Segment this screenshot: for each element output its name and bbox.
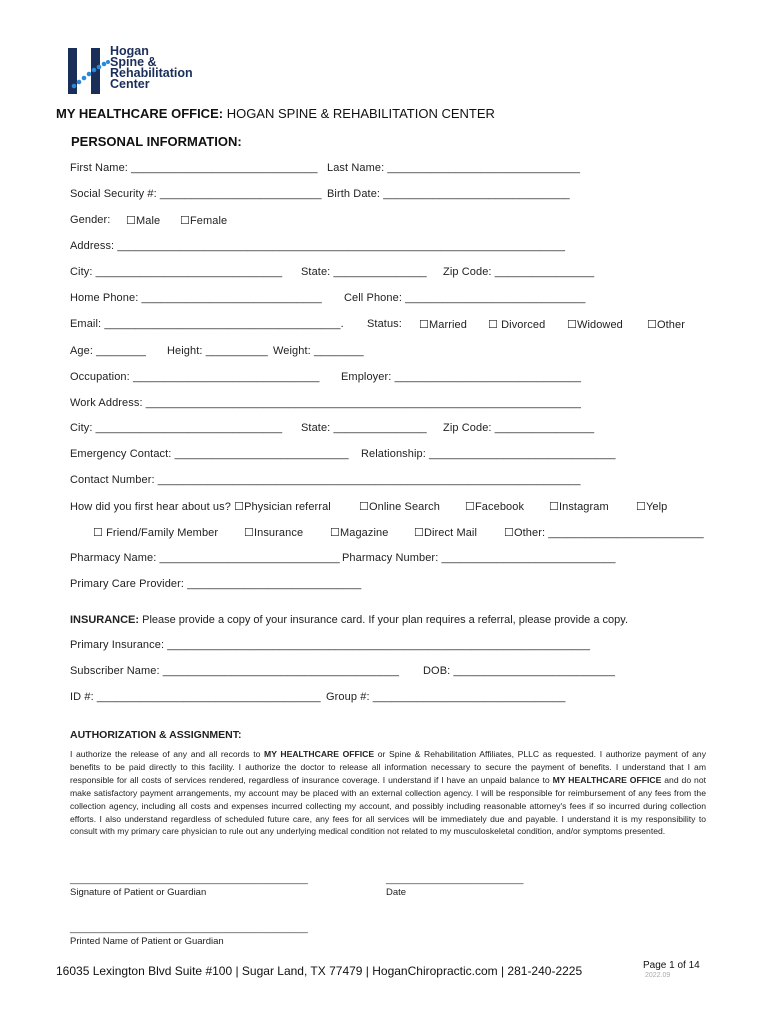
group-number-field[interactable]: Group #: _______________________________ bbox=[326, 691, 566, 703]
city-field[interactable]: City: ______________________________ bbox=[70, 266, 283, 278]
age-field[interactable]: Age: ________ bbox=[70, 345, 146, 357]
state-field[interactable]: State: _______________ bbox=[301, 266, 427, 278]
insurance-note: INSURANCE: Please provide a copy of your insurance card. If your plan requires a referral, please provide a copy. bbox=[70, 614, 629, 626]
referral-magazine-checkbox[interactable]: ☐Magazine bbox=[330, 527, 389, 539]
authorization-text: I authorize the release of any and all records to MY HEALTHCARE OFFICE or Spine & Rehabilitation Affiliates, PLLC as requested. I authorize payment of any benefits to be paid directly to this facility. I authorize the doctor to release all information necessary to secure the payment of benefits. I understand that I am responsible for all costs of services rendered, regardless of insurance coverage. I understand if I have an unpaid balance to MY HEALTHCARE OFFICE and do not make satisfactory payment arrangements, my account may be placed with an external collection agency. I will be responsible for reimbursement of any fees from the collection agency, including all costs and expenses incurred collecting my account, and possibly including reasonable attorney's fees if so incurred during collection efforts. I also understand regardless of scheduled future care, any fees for all services will be immediately due and payable. I understand it is my responsibility to consult with my primary care physician to rule out any underlying medical condition not related to my musculoskeletal condition, and/or symptoms presented. bbox=[70, 749, 707, 837]
referral-instagram-checkbox[interactable]: ☐Instagram bbox=[549, 501, 609, 513]
gender-label: Gender: bbox=[70, 214, 111, 226]
date-label: Date bbox=[386, 887, 407, 898]
date-line[interactable]: __________________________ bbox=[386, 874, 524, 885]
referral-other-field[interactable]: ☐Other: _________________________ bbox=[504, 527, 704, 539]
printed-name-line[interactable]: _____________________________________________ bbox=[70, 923, 308, 934]
ssn-field[interactable]: Social Security #: __________________________ bbox=[70, 188, 322, 200]
signature-line[interactable]: _____________________________________________ bbox=[70, 874, 308, 885]
id-number-field[interactable]: ID #: ____________________________________ bbox=[70, 691, 321, 703]
status-widowed-checkbox[interactable]: ☐Widowed bbox=[567, 319, 623, 331]
height-field[interactable]: Height: __________ bbox=[167, 345, 268, 357]
logo-text: Hogan Spine & Rehabilitation Center bbox=[110, 44, 193, 91]
contact-number-field[interactable]: Contact Number: ____________________________________________________________________ bbox=[70, 474, 581, 486]
status-label: Status: bbox=[367, 318, 402, 330]
emergency-contact-field[interactable]: Emergency Contact: ____________________________ bbox=[70, 448, 349, 460]
work-address-field[interactable]: Work Address: ______________________________________________________________________ bbox=[70, 397, 582, 409]
footer-address: 16035 Lexington Blvd Suite #100 | Sugar Land, TX 77479 | HoganChiropractic.com | 281-240-2225 bbox=[56, 964, 583, 978]
subscriber-dob-field[interactable]: DOB: __________________________ bbox=[423, 665, 616, 677]
relationship-field[interactable]: Relationship: ______________________________ bbox=[361, 448, 616, 460]
pharmacy-number-field[interactable]: Pharmacy Number: ____________________________ bbox=[342, 552, 616, 564]
cell-phone-field[interactable]: Cell Phone: _____________________________ bbox=[344, 292, 586, 304]
pharmacy-name-field[interactable]: Pharmacy Name: _____________________________ bbox=[70, 552, 340, 564]
home-phone-field[interactable]: Home Phone: _____________________________ bbox=[70, 292, 322, 304]
status-divorced-checkbox[interactable]: ☐ Divorced bbox=[488, 319, 546, 331]
work-city-field[interactable]: City: ______________________________ bbox=[70, 422, 283, 434]
subscriber-name-field[interactable]: Subscriber Name: ______________________________________ bbox=[70, 665, 400, 677]
last-name-field[interactable]: Last Name: _______________________________ bbox=[327, 162, 581, 174]
weight-field[interactable]: Weight: ________ bbox=[273, 345, 364, 357]
status-other-checkbox[interactable]: ☐Other bbox=[647, 319, 685, 331]
primary-insurance-field[interactable]: Primary Insurance: ____________________________________________________________________ bbox=[70, 639, 591, 651]
referral-yelp-checkbox[interactable]: ☐Yelp bbox=[636, 501, 668, 513]
hogan-logo bbox=[64, 46, 214, 96]
personal-info-title: PERSONAL INFORMATION: bbox=[71, 134, 242, 149]
employer-field[interactable]: Employer: ______________________________ bbox=[341, 371, 582, 383]
referral-friend-family-checkbox[interactable]: ☐ Friend/Family Member bbox=[93, 527, 219, 539]
office-header: MY HEALTHCARE OFFICE: HOGAN SPINE & REHABILITATION CENTER bbox=[56, 106, 495, 121]
first-name-field[interactable]: First Name: ______________________________ bbox=[70, 162, 318, 174]
address-field[interactable]: Address: ________________________________________________________________________ bbox=[70, 240, 566, 252]
work-state-field[interactable]: State: _______________ bbox=[301, 422, 427, 434]
gender-male-checkbox[interactable]: ☐Male bbox=[126, 215, 161, 227]
printed-name-label: Printed Name of Patient or Guardian bbox=[70, 936, 224, 947]
primary-care-provider-field[interactable]: Primary Care Provider: ____________________________ bbox=[70, 578, 362, 590]
authorization-title: AUTHORIZATION & ASSIGNMENT: bbox=[70, 729, 242, 741]
revision-date: 2022.09 bbox=[645, 972, 671, 979]
logo-h-mark-icon bbox=[64, 46, 110, 96]
email-field[interactable]: Email: ______________________________________. bbox=[70, 318, 344, 330]
referral-insurance-checkbox[interactable]: ☐Insurance bbox=[244, 527, 304, 539]
work-zip-code-field[interactable]: Zip Code: ________________ bbox=[443, 422, 595, 434]
page-number: Page 1 of 14 bbox=[643, 960, 700, 971]
gender-female-checkbox[interactable]: ☐Female bbox=[180, 215, 228, 227]
birth-date-field[interactable]: Birth Date: ______________________________ bbox=[327, 188, 570, 200]
signature-label: Signature of Patient or Guardian bbox=[70, 887, 207, 898]
status-married-checkbox[interactable]: ☐Married bbox=[419, 319, 467, 331]
referral-online-search-checkbox[interactable]: ☐Online Search bbox=[359, 501, 440, 513]
referral-physician-checkbox[interactable]: How did you first hear about us? ☐Physician referral bbox=[70, 501, 331, 513]
zip-code-field[interactable]: Zip Code: ________________ bbox=[443, 266, 595, 278]
occupation-field[interactable]: Occupation: ______________________________ bbox=[70, 371, 320, 383]
referral-facebook-checkbox[interactable]: ☐Facebook bbox=[465, 501, 525, 513]
referral-direct-mail-checkbox[interactable]: ☐Direct Mail bbox=[414, 527, 478, 539]
